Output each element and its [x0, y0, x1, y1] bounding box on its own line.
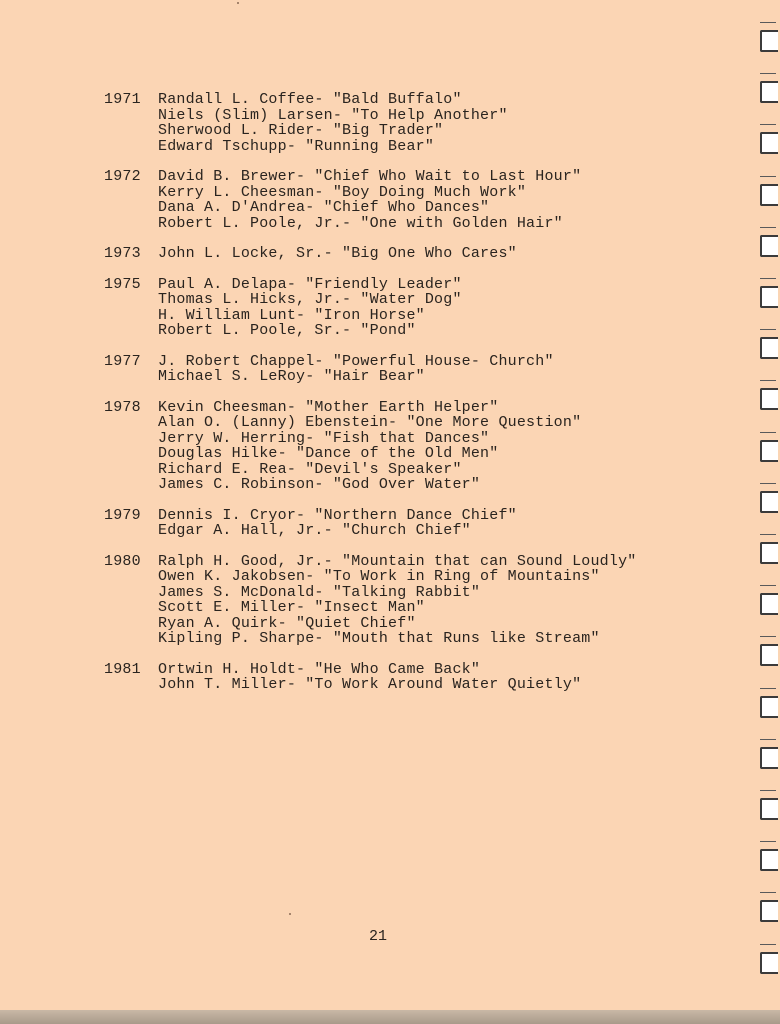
honoree-entry: Richard E. Rea- "Devil's Speaker" [158, 460, 462, 478]
binding-hole-edge [760, 380, 776, 381]
binding-ring [760, 593, 778, 615]
binding-ring [760, 337, 778, 359]
binding-ring [760, 900, 778, 922]
binding-ring [760, 696, 778, 718]
honoree-entry: John L. Locke, Sr.- "Big One Who Cares" [158, 245, 517, 262]
honoree-entry: Ryan A. Quirk- "Quiet Chief" [158, 614, 416, 632]
honoree-entry: Edward Tschupp- "Running Bear" [158, 137, 435, 155]
binding-hole-edge [760, 483, 776, 484]
year-label: 1977 [104, 352, 141, 370]
binding-hole-edge [760, 73, 776, 74]
binding-hole-edge [760, 278, 776, 279]
binding-ring [760, 30, 778, 52]
honoree-entry: Dennis I. Cryor- "Northern Dance Chief" [158, 506, 517, 524]
year-group [104, 508, 744, 539]
year-label: 1981 [104, 660, 141, 678]
entry-list [158, 554, 744, 647]
honoree-entry: Alan O. (Lanny) Ebenstein- "One More Question" [158, 414, 582, 431]
honoree-entry: Douglas Hilke- "Dance of the Old Men" [158, 445, 499, 462]
honoree-entry: Ralph H. Good, Jr.- "Mountain that can Sound Loudly" [158, 552, 637, 570]
binding-hole-edge [760, 432, 776, 433]
binding-ring [760, 184, 778, 206]
year-group [104, 662, 744, 693]
honoree-entry: Paul A. Delapa- "Friendly Leader" [158, 275, 462, 293]
binding-ring [760, 849, 778, 871]
binding-hole-edge [760, 585, 776, 586]
honoree-entry: Scott E. Miller- "Insect Man" [158, 599, 425, 616]
honoree-entry: Owen K. Jakobsen- "To Work in Ring of Mountains" [158, 568, 600, 585]
binding-hole-edge [760, 124, 776, 125]
year-label: 1979 [104, 506, 141, 524]
entry-list [158, 354, 744, 385]
honoree-entry: Kevin Cheesman- "Mother Earth Helper" [158, 398, 499, 416]
honoree-entry: James S. McDonald- "Talking Rabbit" [158, 583, 481, 601]
honoree-entry: Kerry L. Cheesman- "Boy Doing Much Work" [158, 183, 527, 201]
binding-hole-edge [760, 22, 776, 23]
year-label: 1973 [104, 245, 141, 262]
binding-ring [760, 81, 778, 103]
entry-list [158, 92, 744, 154]
year-group [104, 554, 744, 647]
binding-hole-edge [760, 892, 776, 893]
honoree-entry: Michael S. LeRoy- "Hair Bear" [158, 368, 425, 385]
binding-hole-edge [760, 534, 776, 535]
binding-ring [760, 235, 778, 257]
binding-hole-edge [760, 944, 776, 945]
year-group [104, 169, 744, 231]
entry-list [158, 662, 744, 693]
honoree-entry: Sherwood L. Rider- "Big Trader" [158, 122, 444, 139]
binding-ring [760, 286, 778, 308]
honoree-entry: John T. Miller- "To Work Around Water Quietly" [158, 676, 582, 693]
year-label: 1980 [104, 552, 141, 570]
binding-hole-edge [760, 739, 776, 740]
honoree-entry: J. Robert Chappel- "Powerful House- Church" [158, 352, 554, 370]
honoree-entry: James C. Robinson- "God Over Water" [158, 476, 481, 493]
binding-hole-edge [760, 227, 776, 228]
binding-ring [760, 798, 778, 820]
binding-hole-edge [760, 688, 776, 689]
year-label: 1975 [104, 275, 141, 293]
year-label: 1978 [104, 398, 141, 416]
binding-ring [760, 644, 778, 666]
year-group [104, 400, 744, 493]
honoree-entry: Kipling P. Sharpe- "Mouth that Runs like Stream" [158, 630, 600, 647]
entry-list [158, 246, 744, 262]
year-group [104, 92, 744, 154]
binding-ring [760, 388, 778, 410]
binding-hole-edge [760, 790, 776, 791]
honoree-entry: David B. Brewer- "Chief Who Wait to Last Hour" [158, 168, 582, 185]
honoree-entry: Ortwin H. Holdt- "He Who Came Back" [158, 660, 481, 678]
entry-list [158, 277, 744, 339]
entry-list [158, 169, 744, 231]
scan-edge [0, 1010, 780, 1024]
binding-hole-edge [760, 176, 776, 177]
binding-ring [760, 491, 778, 513]
honoree-entry: Thomas L. Hicks, Jr.- "Water Dog" [158, 291, 462, 308]
honoree-entry: Niels (Slim) Larsen- "To Help Another" [158, 106, 508, 124]
paper-speck [237, 2, 239, 4]
year-label: 1971 [104, 91, 141, 108]
honoree-entry: Jerry W. Herring- "Fish that Dances" [158, 429, 490, 447]
honoree-entry: Edgar A. Hall, Jr.- "Church Chief" [158, 522, 471, 539]
year-group [104, 246, 744, 262]
year-label: 1972 [104, 168, 141, 185]
roster-list [104, 92, 744, 708]
year-group [104, 277, 744, 339]
honoree-entry: Robert L. Poole, Jr.- "One with Golden Hair" [158, 214, 563, 232]
paper-speck [289, 913, 291, 915]
binding-hole-edge [760, 636, 776, 637]
year-group [104, 354, 744, 385]
spiral-binding [756, 0, 780, 1010]
binding-ring [760, 132, 778, 154]
entry-list [158, 508, 744, 539]
honoree-entry: Randall L. Coffee- "Bald Buffalo" [158, 91, 462, 108]
honoree-entry: H. William Lunt- "Iron Horse" [158, 306, 425, 324]
binding-hole-edge [760, 329, 776, 330]
binding-ring [760, 747, 778, 769]
binding-ring [760, 952, 778, 974]
page-number: 21 [368, 928, 387, 945]
binding-ring [760, 440, 778, 462]
entry-list [158, 400, 744, 493]
binding-ring [760, 542, 778, 564]
binding-hole-edge [760, 841, 776, 842]
honoree-entry: Robert L. Poole, Sr.- "Pond" [158, 322, 416, 339]
honoree-entry: Dana A. D'Andrea- "Chief Who Dances" [158, 199, 490, 216]
